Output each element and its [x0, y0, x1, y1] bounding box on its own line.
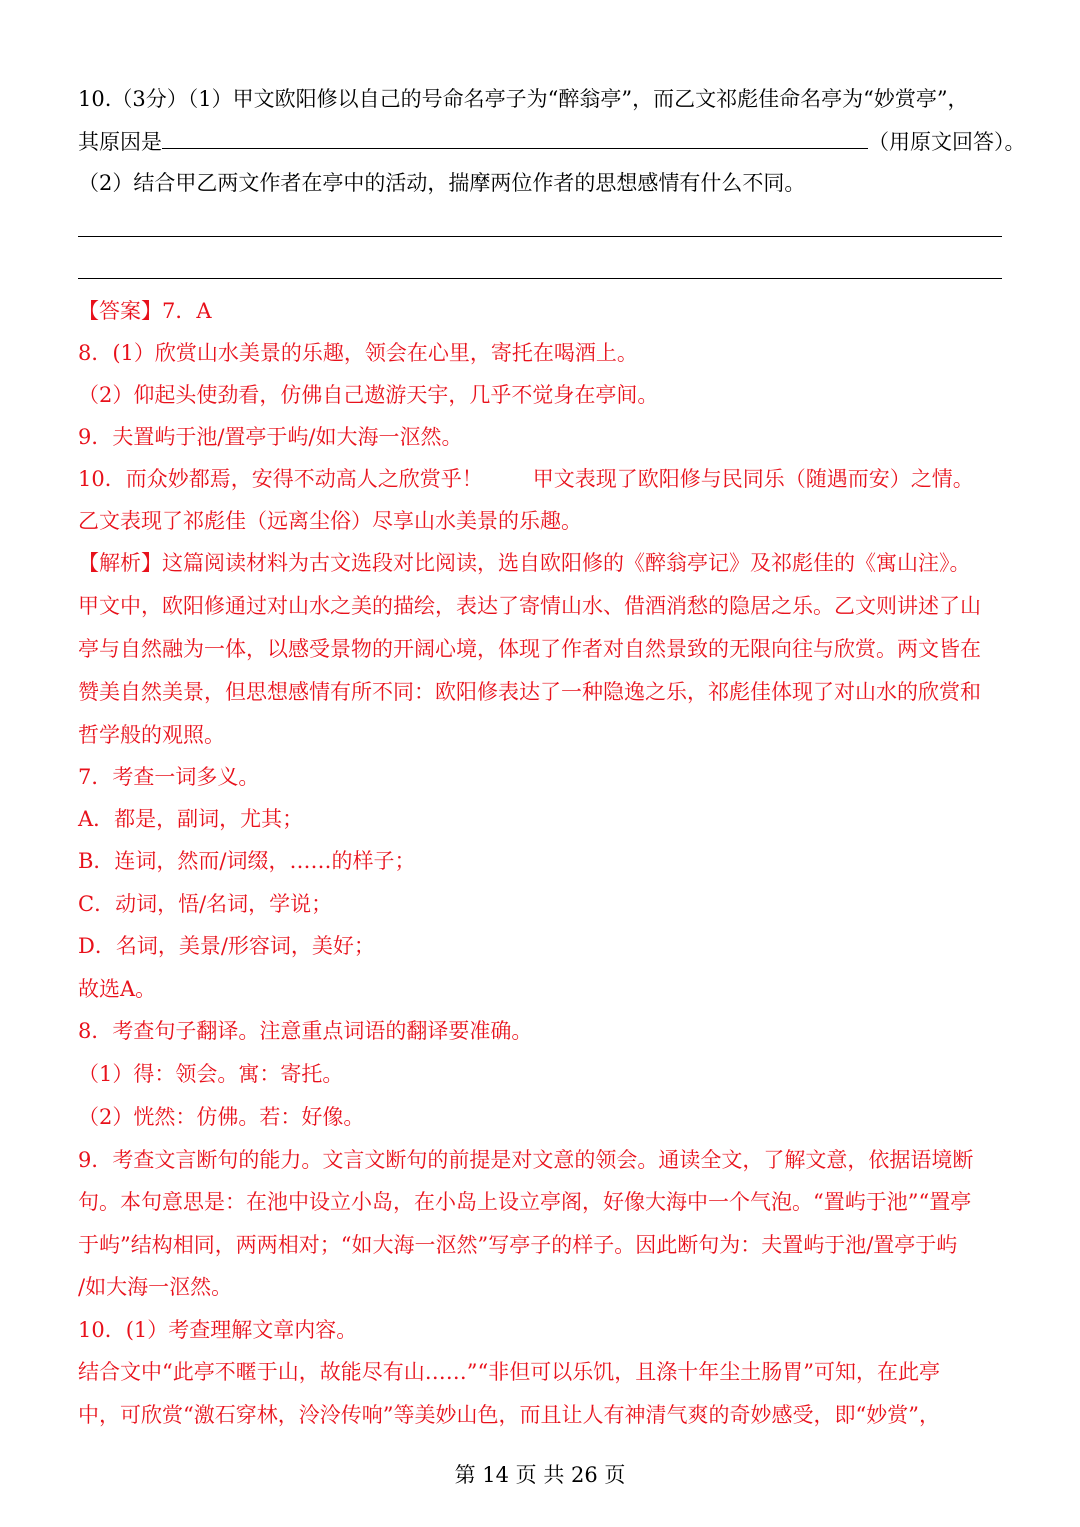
analysis-line: 哲学般的观照。	[78, 723, 225, 747]
analysis-line: 10．(1）考查理解文章内容。	[78, 1318, 358, 1342]
answer-line-1[interactable]	[78, 236, 1002, 237]
answer-line	[78, 464, 1008, 494]
answer-line: 8．(1）欣赏山水美景的乐趣，领会在心里，寄托在喝酒上。	[78, 341, 638, 365]
question-10-suffix: （用原文回答）。	[868, 130, 1026, 154]
answer-line: （2）仰起头使劲看，仿佛自己遨游天宇，几乎不觉身在亭间。	[78, 383, 659, 407]
analysis-line: A．都是，副词，尤其；	[78, 807, 304, 831]
analysis-line: D．名词，美景/形容词，美好；	[78, 934, 375, 958]
question-10-line-3: （2）结合甲乙两文作者在亭中的活动，揣摩两位作者的思想感情有什么不同。	[78, 171, 806, 195]
question-10-line-1: 10.（3分）（1）甲文欧阳修以自己的号命名亭子为“醉翁亭”，而乙文祁彪佳命名亭为“妙赏亭”，	[78, 87, 969, 111]
analysis-line: 亭与自然融为一体，以感受景物的开阔心境，体现了作者对自然景致的无限向往与欣赏。两文皆在	[78, 637, 981, 661]
analysis-line: 于屿”结构相同，两两相对；“如大海一沤然”写亭子的样子。因此断句为：夫置屿于池/置亭于屿	[78, 1233, 958, 1257]
analysis-line: 句。本句意思是：在池中设立小岛，在小岛上设立亭阁，好像大海中一个气泡。“置屿于池”“置亭	[78, 1190, 972, 1214]
analysis-line: 中，可欣赏“激石穿林，泠泠传响”等美妙山色，而且让人有神清气爽的奇妙感受，即“妙赏”，	[78, 1403, 940, 1427]
analysis-line: 赞美自然美景，但思想感情有所不同：欧阳修表达了一种隐逸之乐，祁彪佳体现了对山水的欣赏和	[78, 680, 981, 704]
page-number-footer: 第 14 页 共 26 页	[454, 1463, 626, 1487]
answer-10-part-b: 甲文表现了欧阳修与民同乐（随遇而安）之情。	[532, 467, 974, 491]
analysis-line: 7．考查一词多义。	[78, 765, 260, 789]
answer-10-part-a: 10．而众妙都焉，安得不动高人之欣赏乎！	[78, 467, 483, 491]
answer-line-2[interactable]	[78, 278, 1002, 279]
question-10-line-2	[78, 126, 1026, 157]
analysis-line: （1）得：领会。寓：寄托。	[78, 1062, 344, 1086]
analysis-line: 甲文中，欧阳修通过对山水之美的描绘，表达了寄情山水、借酒消愁的隐居之乐。乙文则讲述了山	[78, 594, 981, 618]
analysis-line: 8．考查句子翻译。注意重点词语的翻译要准确。	[78, 1019, 533, 1043]
analysis-line: 结合文中“此亭不暱于山，故能尽有山……”“非但可以乐饥，且涤十年尘土肠胃”可知，在此亭	[78, 1360, 940, 1384]
analysis-heading: 【解析】这篇阅读材料为古文选段对比阅读，选自欧阳修的《醉翁亭记》及祁彪佳的《寓山注》。	[78, 551, 971, 575]
answer-heading: 【答案】7．A	[78, 299, 212, 323]
answer-line: 9．夫置屿于池/置亭于屿/如大海一沤然。	[78, 425, 463, 449]
analysis-line: C．动词，悟/名词，学说；	[78, 892, 333, 916]
analysis-line: 9．考查文言断句的能力。文言文断句的前提是对文意的领会。通读全文，了解文意，依据语境断	[78, 1148, 974, 1172]
answer-line: 乙文表现了祁彪佳（远离尘俗）尽享山水美景的乐趣。	[78, 509, 582, 533]
analysis-line: （2）恍然：仿佛。若：好像。	[78, 1105, 365, 1129]
analysis-line: B．连词，然而/词缀，……的样子；	[78, 849, 416, 873]
answer-blank[interactable]	[162, 126, 868, 149]
analysis-line: 故选A。	[78, 977, 157, 1001]
question-10-prefix: 其原因是	[78, 130, 162, 154]
analysis-line: /如大海一沤然。	[78, 1275, 233, 1299]
